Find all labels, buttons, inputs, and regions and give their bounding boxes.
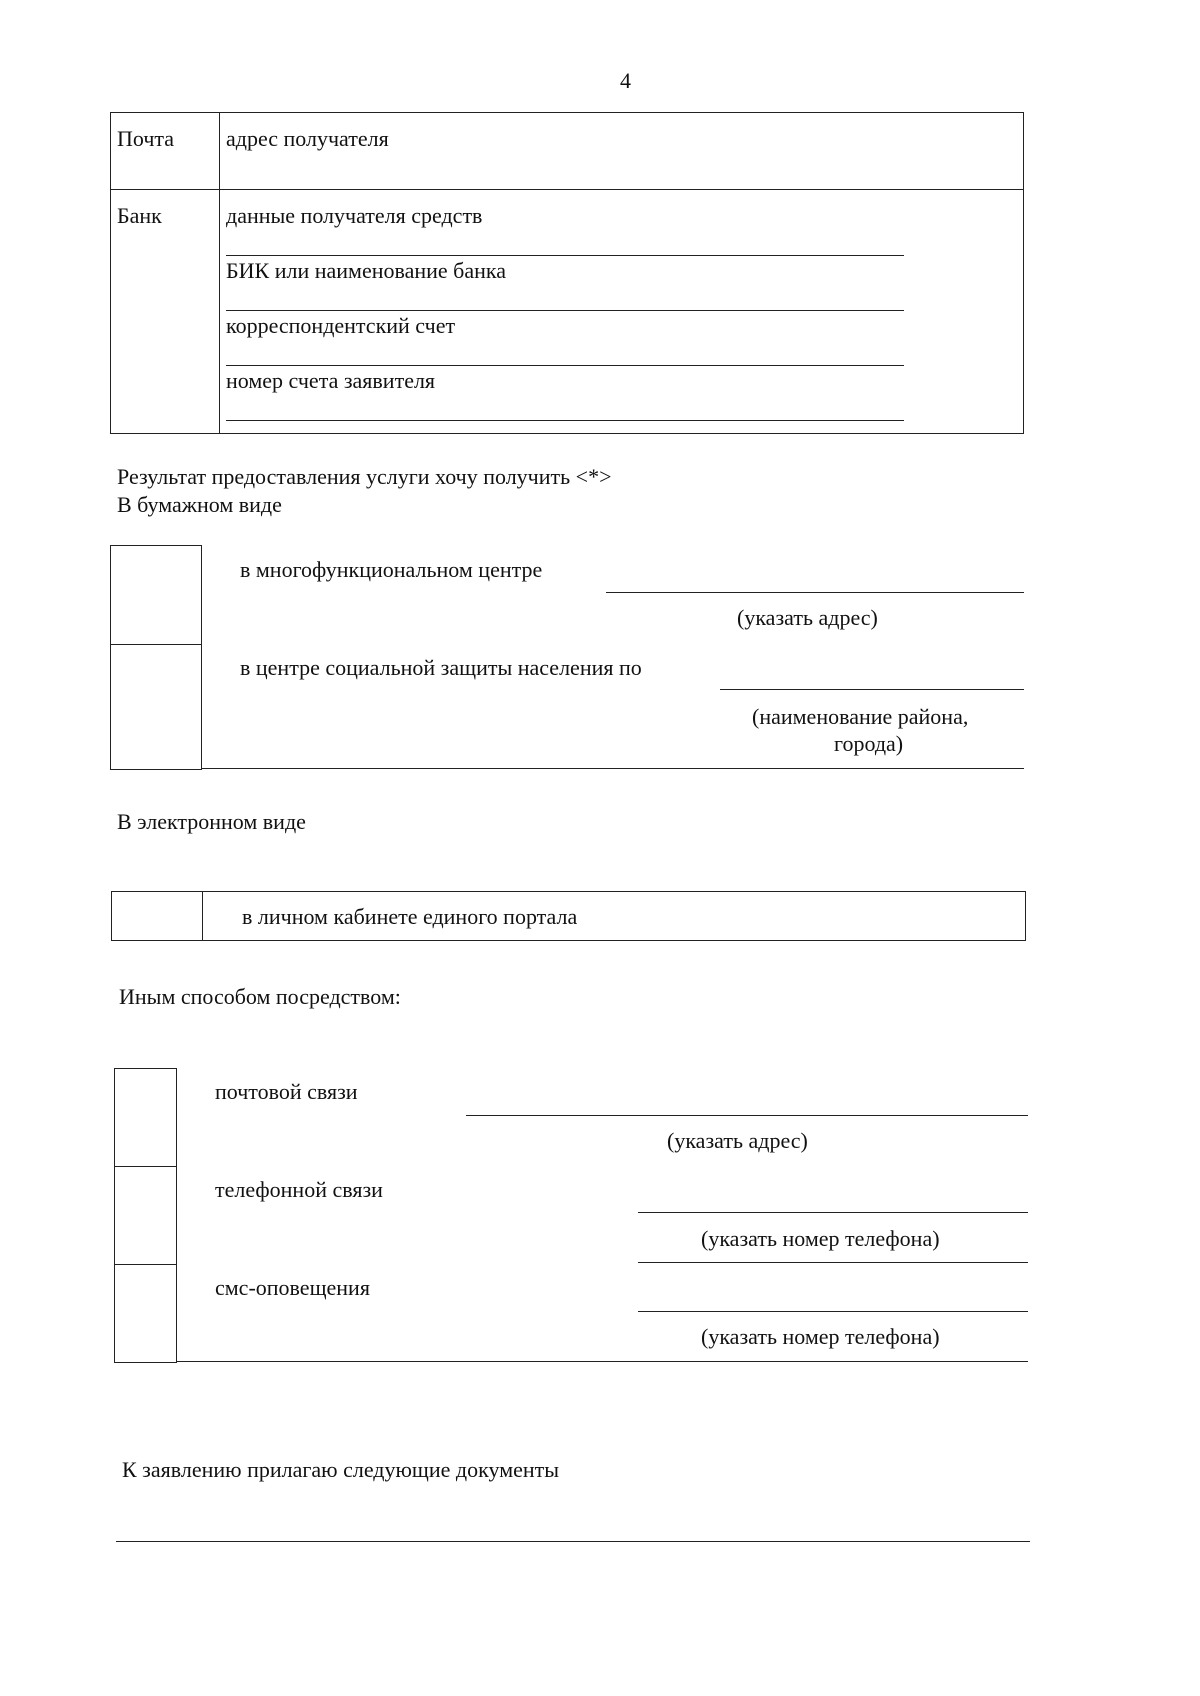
phone-checkbox[interactable] bbox=[115, 1167, 176, 1263]
district-hint-line-2: города) bbox=[834, 731, 904, 756]
attachments-label: К заявлению прилагаю следующие документы bbox=[122, 1457, 560, 1482]
attachments-field[interactable] bbox=[116, 1541, 1030, 1542]
personal-account-portal-label: в личном кабинете единого портала bbox=[242, 904, 578, 929]
payment-table-column-divider bbox=[219, 112, 220, 434]
postal-option-label: почтовой связи bbox=[215, 1079, 358, 1104]
mfc-address-hint: (указать адрес) bbox=[737, 605, 878, 630]
phone-option-label: телефонной связи bbox=[215, 1177, 383, 1202]
bank-recipient-data-field[interactable] bbox=[226, 255, 904, 256]
bank-label: Банк bbox=[117, 203, 162, 228]
paper-form-heading: В бумажном виде bbox=[117, 492, 282, 517]
social-protection-district-field[interactable] bbox=[720, 689, 1024, 690]
mail-label: Почта bbox=[117, 126, 175, 151]
bank-bic-field[interactable] bbox=[226, 310, 904, 311]
mfc-checkbox[interactable] bbox=[111, 546, 201, 643]
other-block-bottom-line bbox=[177, 1361, 1028, 1362]
postal-address-hint: (указать адрес) bbox=[667, 1128, 808, 1153]
bank-correspondent-account-label: корреспондентский счет bbox=[226, 313, 456, 338]
mail-recipient-address-label: адрес получателя bbox=[226, 126, 389, 151]
mfc-address-field[interactable] bbox=[606, 592, 1024, 593]
page-number: 4 bbox=[620, 68, 631, 93]
social-protection-checkbox[interactable] bbox=[111, 645, 201, 768]
sms-number-field[interactable] bbox=[638, 1311, 1028, 1312]
sms-checkbox[interactable] bbox=[115, 1265, 176, 1361]
mfc-option-label: в многофункциональном центре bbox=[240, 557, 543, 582]
sms-number-hint: (указать номер телефона) bbox=[701, 1324, 940, 1349]
personal-account-portal-checkbox[interactable] bbox=[112, 892, 201, 940]
social-protection-option-label: в центре социальной защиты населения по bbox=[240, 655, 642, 680]
applicant-account-label: номер счета заявителя bbox=[226, 368, 436, 393]
bank-bic-label: БИК или наименование банка bbox=[226, 258, 507, 283]
phone-number-field[interactable] bbox=[638, 1212, 1028, 1213]
postal-checkbox[interactable] bbox=[115, 1069, 176, 1165]
result-heading: Результат предоставления услуги хочу получить <*> bbox=[117, 464, 612, 489]
phone-hint-underline bbox=[638, 1262, 1028, 1263]
bank-recipient-data-label: данные получателя средств bbox=[226, 203, 483, 228]
bank-correspondent-account-field[interactable] bbox=[226, 365, 904, 366]
district-hint-line-1: (наименование района, bbox=[752, 704, 969, 729]
postal-address-field[interactable] bbox=[466, 1115, 1028, 1116]
paper-block-bottom-line bbox=[202, 768, 1024, 769]
payment-table-row-divider bbox=[110, 189, 1024, 190]
phone-number-hint: (указать номер телефона) bbox=[701, 1226, 940, 1251]
electronic-option-divider bbox=[202, 891, 203, 941]
sms-option-label: смс-оповещения bbox=[215, 1275, 370, 1300]
applicant-account-field[interactable] bbox=[226, 420, 904, 421]
electronic-form-heading: В электронном виде bbox=[117, 809, 306, 834]
other-means-heading: Иным способом посредством: bbox=[119, 984, 401, 1009]
